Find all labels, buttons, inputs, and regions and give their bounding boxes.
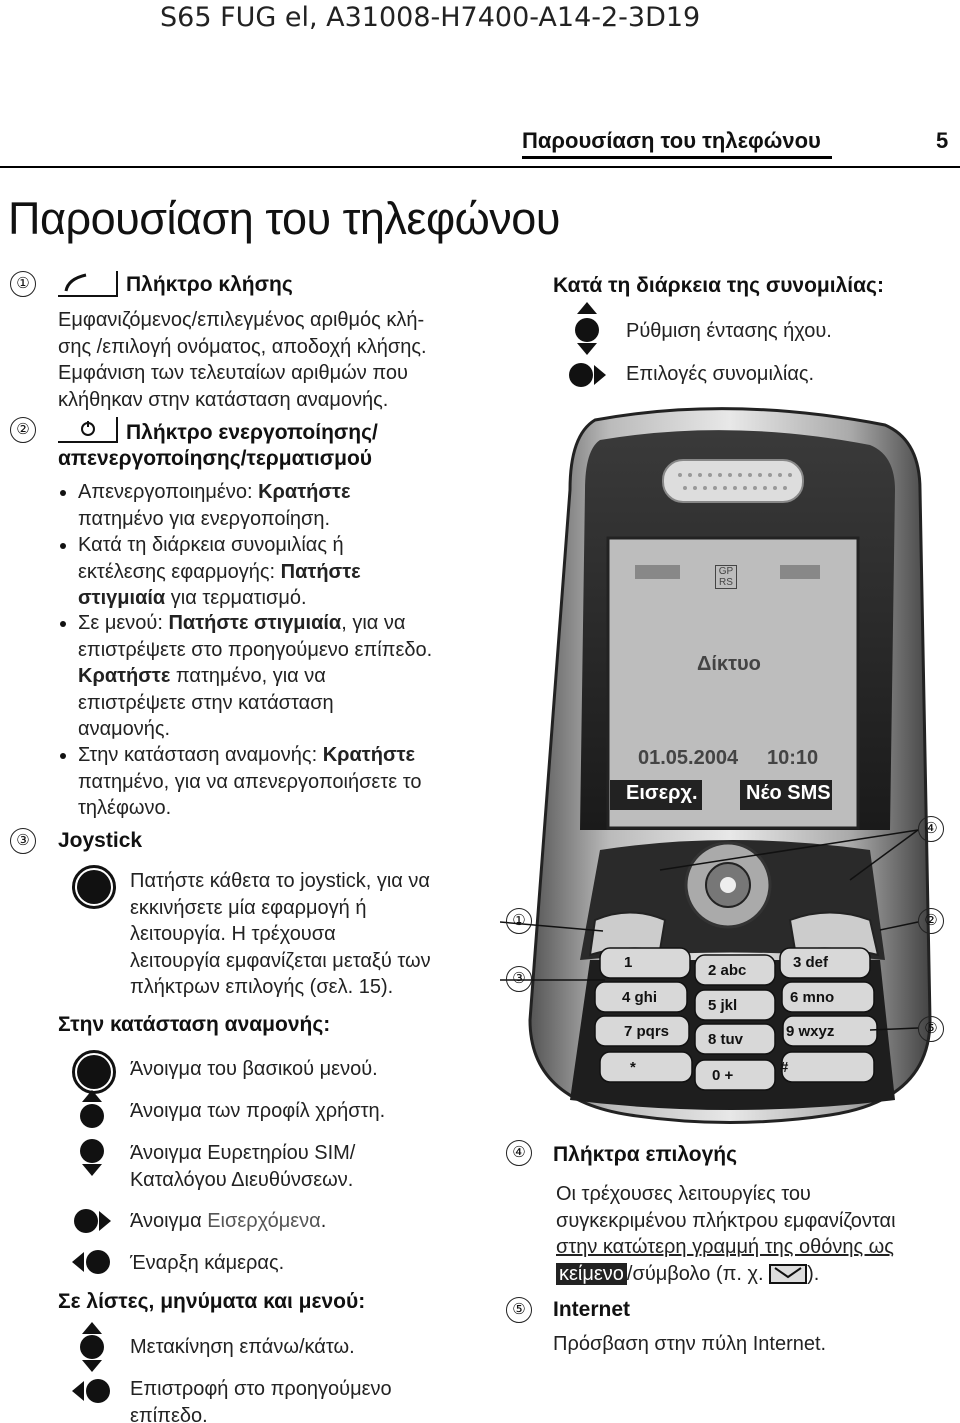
text-line: επιστρέψετε στο προηγούμενο επίπεδο. xyxy=(78,638,433,661)
bullet xyxy=(60,543,66,549)
text-line: επιστρέψετε στην κατάσταση xyxy=(78,691,334,714)
item-2-heading-2: απενεργοποίησης/τερματισμού xyxy=(58,447,373,470)
standby-row-1: Άνοιγμα του βασικού μενού. xyxy=(130,1058,378,1080)
key-4: 4 ghi xyxy=(622,989,658,1006)
text-line: κλήθηκαν στην κατάσταση αναμονής. xyxy=(58,388,389,411)
item-1-text xyxy=(58,307,427,413)
item-number-2: ② xyxy=(10,417,36,443)
item-2-bullet-4 xyxy=(78,742,421,822)
text-span: Απενεργοποιημένο: xyxy=(78,481,259,503)
joystick-dot-icon xyxy=(569,363,593,387)
item-number-4: ④ xyxy=(506,1140,532,1166)
text-line: λειτουργία εμφανίζεται μεταξύ των xyxy=(130,949,431,972)
callout-1: ① xyxy=(506,908,532,934)
right-softkey-label: Νέο SMS xyxy=(746,782,831,804)
text-line: Κατά τη διάρκεια συνομιλίας ή xyxy=(78,534,344,556)
text-span: για τερματισμό. xyxy=(165,587,307,609)
phone-network-label: Δίκτυο xyxy=(697,653,761,675)
key-1: 1 xyxy=(624,954,633,971)
document-id: S65 FUG el, A31008-H7400-A14-2-3D19 xyxy=(160,2,701,33)
joystick-left-icon xyxy=(72,1252,84,1272)
text-span: Σε μενού: xyxy=(78,612,169,634)
standby-heading: Στην κατάσταση αναμονής: xyxy=(58,1013,331,1036)
item-2-bullet-1 xyxy=(78,479,350,532)
phone-time: 10:10 xyxy=(767,747,819,769)
item-1-heading: Πλήκτρο κλήσης xyxy=(126,273,293,296)
joystick-dot-icon xyxy=(80,1335,104,1359)
text-span: , για να xyxy=(341,612,406,634)
text-highlight: κείμενο xyxy=(556,1263,627,1285)
bullet xyxy=(60,490,66,496)
call-heading: Κατά τη διάρκεια της συνομιλίας: xyxy=(553,274,884,297)
joystick-down-icon xyxy=(577,343,597,355)
standby-row-5: Έναρξη κάμερας. xyxy=(130,1252,285,1274)
envelope-icon xyxy=(769,1264,807,1284)
item-number-3: ③ xyxy=(10,828,36,854)
lists-row-2 xyxy=(130,1376,392,1423)
joystick-dot-icon xyxy=(80,1104,104,1128)
joystick-right-icon xyxy=(594,365,606,385)
key-0: 0 + xyxy=(712,1067,734,1084)
phone-date: 01.05.2004 xyxy=(638,747,739,769)
item-5-text: Πρόσβαση στην πύλη Internet. xyxy=(553,1333,827,1355)
text-span: . xyxy=(320,1210,327,1232)
callout-4: ④ xyxy=(918,816,944,842)
joystick-up-icon xyxy=(577,302,597,314)
text-span: Πατήστε xyxy=(280,560,361,583)
joystick-down-icon xyxy=(82,1164,102,1176)
text-span: Πατήστε στιγμιαία xyxy=(168,612,342,634)
key-3: 3 def xyxy=(793,954,829,971)
bullet xyxy=(60,621,66,627)
text-span: Κρατήστε xyxy=(258,481,351,503)
item-2-bullet-2 xyxy=(78,532,361,612)
text-line: συγκεκριμένου πλήκτρου εμφανίζονται xyxy=(556,1209,896,1232)
text-line: επίπεδο. xyxy=(130,1404,208,1423)
text-line: Εμφάνιση των τελευταίων αριθμών που xyxy=(58,362,408,384)
bullet xyxy=(60,753,66,759)
end-key-icon xyxy=(58,417,118,443)
item-4-heading: Πλήκτρα επιλογής xyxy=(553,1143,738,1166)
item-number-1: ① xyxy=(10,271,36,297)
item-number-5: ⑤ xyxy=(506,1297,532,1323)
standby-row-3 xyxy=(130,1140,355,1193)
text-span: Κρατήστε xyxy=(78,665,171,687)
page-number: 5 xyxy=(936,128,949,153)
text-span: Στην κατάσταση αναμονής: xyxy=(78,744,323,766)
call-row-1: Ρύθμιση έντασης ήχου. xyxy=(626,320,832,342)
text-line: πατημένο, για να απενεργοποιήσετε το xyxy=(78,770,422,793)
page-title: Παρουσίαση του τηλεφώνου xyxy=(8,193,560,244)
item-3-text xyxy=(130,868,431,1001)
text-span: Κρατήστε xyxy=(322,744,416,766)
joystick-right-icon xyxy=(99,1211,111,1231)
key-hash: # xyxy=(780,1059,789,1076)
text-line: Επιστροφή στο προηγούμενο xyxy=(130,1378,392,1400)
key-2: 2 abc xyxy=(708,962,747,979)
joystick-dot-icon xyxy=(80,1139,104,1163)
joystick-down-icon xyxy=(82,1360,102,1372)
text-line: αναμονής. xyxy=(78,718,171,740)
key-8: 8 tuv xyxy=(708,1031,744,1048)
text-line: Άνοιγμα Ευρετηρίου SIM/ xyxy=(130,1142,356,1164)
lists-heading: Σε λίστες, μηνύματα και μενού: xyxy=(58,1290,366,1313)
call-key-icon xyxy=(58,271,118,297)
text-span: πατημένο, για να xyxy=(170,665,326,687)
item-3-heading: Joystick xyxy=(58,829,143,852)
key-9: 9 wxyz xyxy=(786,1023,835,1040)
gprs-indicator: GP RS xyxy=(715,565,737,589)
text-span: εκτέλεσης εφαρμογής: xyxy=(78,560,281,583)
left-softkey-label: Εισερχ. xyxy=(626,782,698,804)
call-row-2: Επιλογές συνομιλίας. xyxy=(626,363,815,385)
text-line: πλήκτρων επιλογής (σελ. 15). xyxy=(130,976,394,998)
callout-5: ⑤ xyxy=(918,1016,944,1042)
joystick-dot-icon xyxy=(86,1250,110,1274)
running-title: Παρουσίαση του τηλεφώνου xyxy=(522,128,821,153)
key-5: 5 jkl xyxy=(708,997,738,1014)
callout-2: ② xyxy=(918,908,944,934)
inbox-link-text: Εισερχόμενα xyxy=(207,1210,321,1232)
text-span: στιγμιαία xyxy=(78,587,166,609)
standby-row-4 xyxy=(130,1208,326,1235)
key-star: * xyxy=(630,1059,636,1076)
text-line: τηλέφωνο. xyxy=(78,797,172,819)
text-span: ). xyxy=(807,1262,820,1285)
text-line: εκκινήσετε μία εφαρμογή ή xyxy=(130,896,367,919)
joystick-up-icon xyxy=(82,1322,102,1334)
joystick-center-icon xyxy=(77,870,111,904)
text-line: Καταλόγου Διευθύνσεων. xyxy=(130,1168,354,1191)
header-rule xyxy=(0,166,960,168)
text-line: Πατήστε κάθετα το joystick, για να xyxy=(130,870,430,892)
key-7: 7 pqrs xyxy=(624,1023,670,1040)
title-underline xyxy=(522,156,832,159)
joystick-dot-icon xyxy=(575,318,599,342)
item-2-heading-1: Πλήκτρο ενεργοποίησης/ xyxy=(126,421,378,444)
text-span: /σύμβολο (π. χ. xyxy=(626,1262,770,1285)
text-span: Άνοιγμα xyxy=(130,1210,208,1232)
callout-3: ③ xyxy=(506,966,532,992)
text-line: Οι τρέχουσες λειτουργίες του xyxy=(556,1183,811,1205)
item-4-text xyxy=(556,1181,896,1287)
joystick-dot-icon xyxy=(86,1379,110,1403)
text-line: σης /επιλογή ονόματος, αποδοχή κλήσης. xyxy=(58,335,427,358)
item-5-heading: Internet xyxy=(553,1298,631,1321)
joystick-center-icon xyxy=(77,1055,111,1089)
text-line: στην κατώτερη γραμμή της οθόνης ως xyxy=(556,1236,894,1258)
joystick-dot-icon xyxy=(74,1209,98,1233)
key-6: 6 mno xyxy=(790,989,835,1006)
item-2-bullet-3 xyxy=(78,610,432,743)
standby-row-2: Άνοιγμα των προφίλ χρήστη. xyxy=(130,1100,386,1122)
text-line: Εμφανιζόμενος/επιλεγμένος αριθμός κλή- xyxy=(58,309,425,331)
joystick-up-icon xyxy=(82,1090,102,1102)
text-line: λειτουργία. Η τρέχουσα xyxy=(130,923,336,945)
text-line: πατημένο για ενεργοποίηση. xyxy=(78,507,331,530)
lists-row-1: Μετακίνηση επάνω/κάτω. xyxy=(130,1336,355,1358)
joystick-left-icon xyxy=(72,1381,84,1401)
